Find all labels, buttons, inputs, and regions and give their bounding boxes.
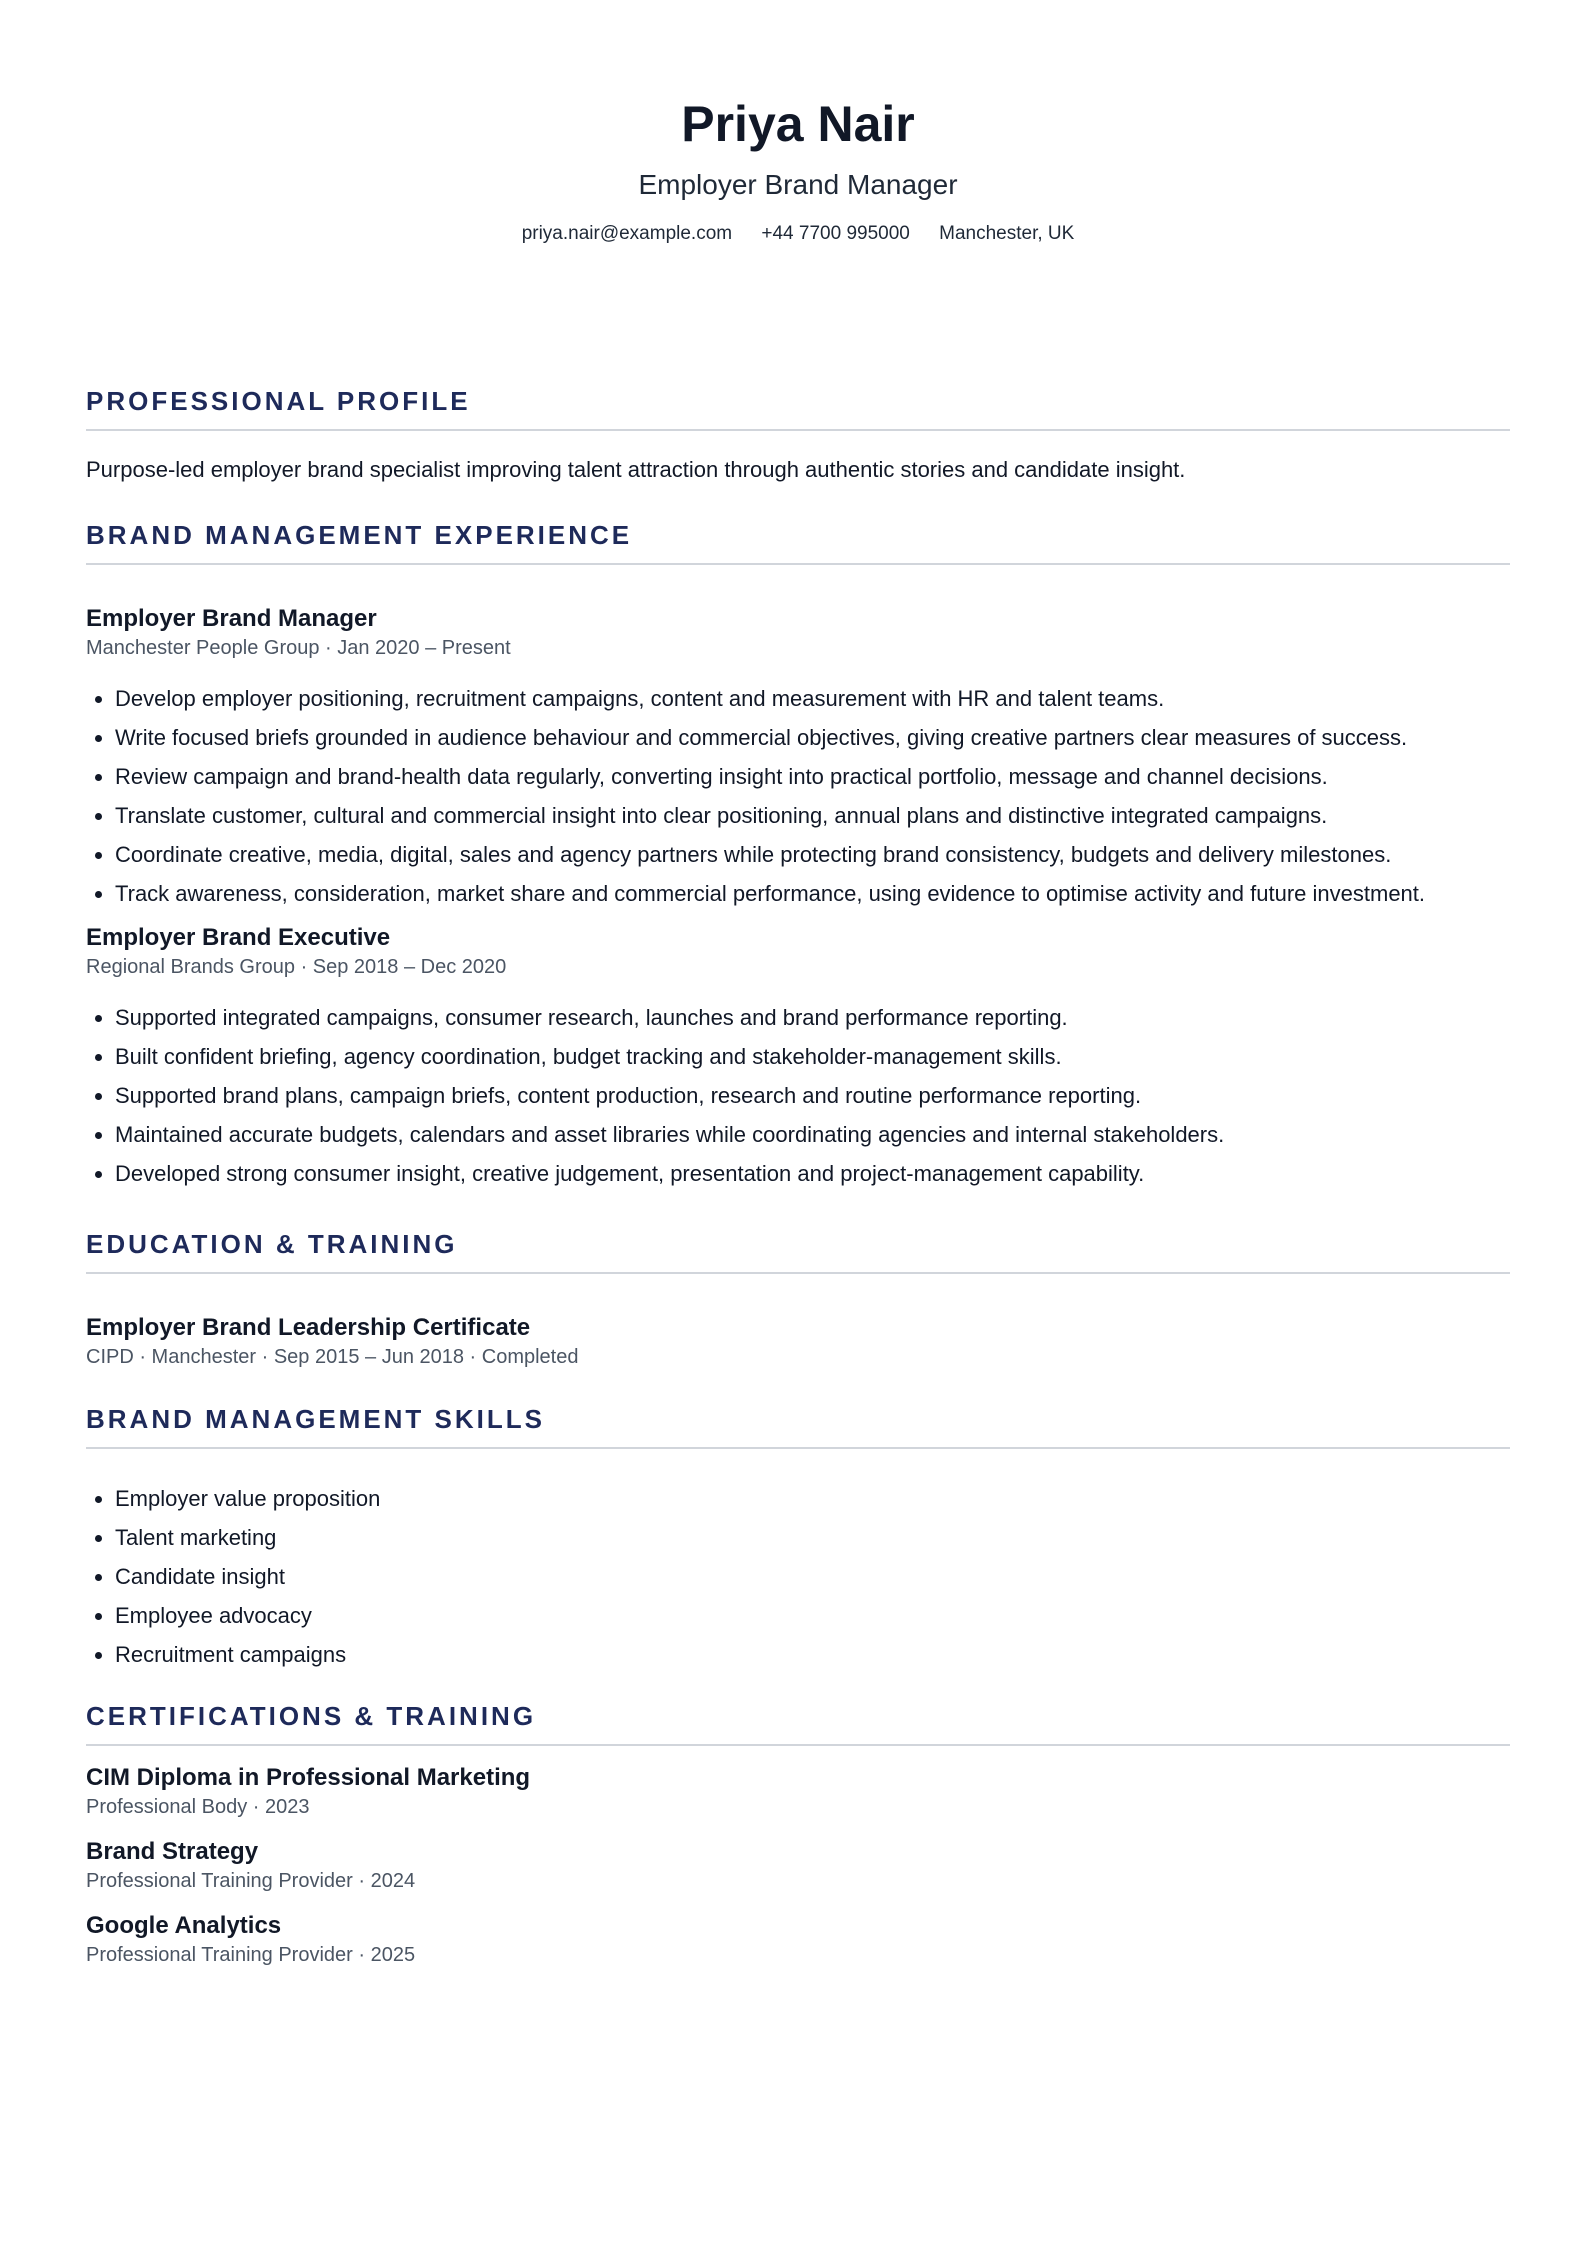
certification-title: Google Analytics xyxy=(86,1912,282,1939)
section-heading-experience: BRAND MANAGEMENT EXPERIENCE xyxy=(86,520,633,550)
job-title: Employer Brand Manager xyxy=(86,605,377,632)
skill-item: • Employee advocacy xyxy=(115,1602,1510,1630)
job-meta: Regional Brands Group · Sep 2018 – Dec 2020 xyxy=(86,956,507,978)
section-heading-certifications: CERTIFICATIONS & TRAINING xyxy=(86,1701,537,1731)
section-skills xyxy=(86,1403,1510,1680)
contact-line xyxy=(86,222,1510,246)
section-heading-education: EDUCATION & TRAINING xyxy=(86,1229,458,1259)
education-entry xyxy=(86,1314,1510,1370)
candidate-name: Priya Nair xyxy=(681,96,915,152)
section-divider xyxy=(86,563,1510,565)
certification-title: CIM Diploma in Professional Marketing xyxy=(86,1764,531,1791)
section-divider xyxy=(86,1272,1510,1274)
section-divider xyxy=(86,1447,1510,1449)
job-bullets xyxy=(86,1004,1510,1188)
certification-title: Brand Strategy xyxy=(86,1838,259,1865)
section-profile xyxy=(86,385,1510,484)
certification-meta: Professional Training Provider · 2024 xyxy=(86,1870,416,1892)
contact-location: Manchester, UK xyxy=(939,223,1075,244)
job-bullet: • Translate customer, cultural and commercial insight into clear positioning, annual plans and distinctive integrated campaigns. xyxy=(115,802,1510,830)
job-title: Employer Brand Executive xyxy=(86,924,391,951)
section-certifications xyxy=(86,1700,1510,1968)
job-bullets xyxy=(86,685,1510,908)
skills-list xyxy=(86,1485,1510,1669)
candidate-title: Employer Brand Manager xyxy=(638,169,958,200)
skill-item: • Candidate insight xyxy=(115,1563,1510,1591)
job-bullet: • Write focused briefs grounded in audience behaviour and commercial objectives, giving creative partners clear measures of success. xyxy=(115,724,1510,752)
section-heading-profile: PROFESSIONAL PROFILE xyxy=(86,386,471,416)
job-bullet: • Coordinate creative, media, digital, sales and agency partners while protecting brand consistency, budgets and delivery milestones. xyxy=(115,841,1510,869)
skill-item: • Recruitment campaigns xyxy=(115,1641,1510,1669)
profile-summary: Purpose-led employer brand specialist improving talent attraction through authentic stories and candidate insight. xyxy=(86,457,1186,482)
job-meta: Manchester People Group · Jan 2020 – Present xyxy=(86,637,511,659)
section-heading-skills: BRAND MANAGEMENT SKILLS xyxy=(86,1404,545,1434)
certification-meta: Professional Training Provider · 2025 xyxy=(86,1944,416,1966)
job-entry xyxy=(86,605,1510,908)
education-meta: CIPD · Manchester · Sep 2015 – Jun 2018 · Completed xyxy=(86,1346,579,1368)
certification-entry xyxy=(86,1838,1510,1894)
certification-meta: Professional Body · 2023 xyxy=(86,1796,310,1818)
job-bullet: • Develop employer positioning, recruitment campaigns, content and measurement with HR and talent teams. xyxy=(115,685,1510,713)
certification-entry xyxy=(86,1764,1510,1820)
contact-phone: +44 7700 995000 xyxy=(761,223,910,244)
job-bullet: • Supported integrated campaigns, consumer research, launches and brand performance reporting. xyxy=(115,1004,1510,1032)
section-divider xyxy=(86,1744,1510,1746)
resume-header xyxy=(86,0,1510,246)
section-divider xyxy=(86,429,1510,431)
skill-item: • Talent marketing xyxy=(115,1524,1510,1552)
job-bullet: • Track awareness, consideration, market share and commercial performance, using evidence to optimise activity and future investment. xyxy=(115,880,1510,908)
job-bullet: • Developed strong consumer insight, creative judgement, presentation and project-management capability. xyxy=(115,1160,1510,1188)
job-bullet: • Maintained accurate budgets, calendars and asset libraries while coordinating agencies and internal stakeholders. xyxy=(115,1121,1510,1149)
section-education xyxy=(86,1228,1510,1370)
job-entry xyxy=(86,924,1510,1188)
section-experience xyxy=(86,519,1510,1199)
job-bullet: • Supported brand plans, campaign briefs, content production, research and routine performance reporting. xyxy=(115,1082,1510,1110)
education-title: Employer Brand Leadership Certificate xyxy=(86,1314,531,1341)
certification-entry xyxy=(86,1912,1510,1968)
contact-email: priya.nair@example.com xyxy=(521,223,733,244)
job-bullet: • Built confident briefing, agency coordination, budget tracking and stakeholder-management skills. xyxy=(115,1043,1510,1071)
skill-item: • Employer value proposition xyxy=(115,1485,1510,1513)
job-bullet: • Review campaign and brand-health data regularly, converting insight into practical portfolio, message and channel decisions. xyxy=(115,763,1510,791)
resume-page xyxy=(86,0,1510,1966)
